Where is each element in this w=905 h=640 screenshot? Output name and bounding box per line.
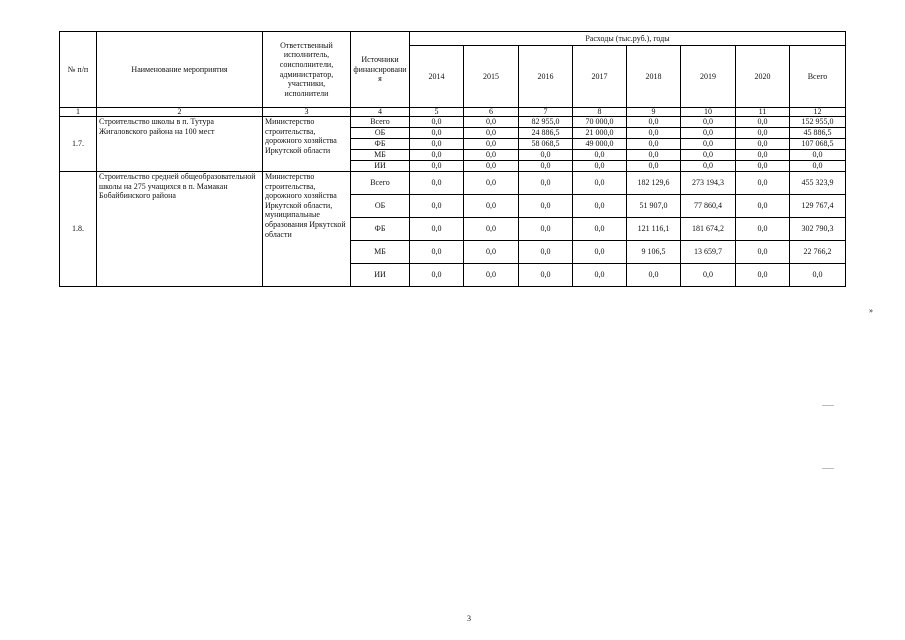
year-value-cell: 0,0: [464, 117, 519, 128]
column-number: 4: [351, 108, 410, 117]
year-value-cell: 0,0: [627, 264, 681, 287]
year-value-cell: 0,0: [410, 117, 464, 128]
year-value-cell: 0,0: [519, 172, 573, 195]
header-responsible: Ответственный исполнитель, соисполнители, администратор, участники, исполнители: [263, 32, 351, 108]
year-value-cell: 0,0: [736, 161, 790, 172]
year-value-cell: 0,0: [410, 139, 464, 150]
year-value-cell: 0,0: [464, 218, 519, 241]
year-value-cell: 0,0: [736, 128, 790, 139]
funding-source: МБ: [351, 241, 410, 264]
total-value-cell: 0,0: [790, 161, 846, 172]
year-value-cell: 0,0: [627, 117, 681, 128]
funding-source: Всего: [351, 172, 410, 195]
column-number: 5: [410, 108, 464, 117]
header-num: № п/п: [60, 32, 97, 108]
header-year: 2018: [627, 46, 681, 108]
year-value-cell: 0,0: [410, 161, 464, 172]
header-sources: Источники финансировани я: [351, 32, 410, 108]
year-value-cell: 273 194,3: [681, 172, 736, 195]
header-name: Наименование мероприятия: [97, 32, 263, 108]
header-year: 2014: [410, 46, 464, 108]
year-value-cell: 0,0: [681, 117, 736, 128]
year-value-cell: 0,0: [736, 218, 790, 241]
year-value-cell: 0,0: [681, 139, 736, 150]
year-value-cell: 0,0: [464, 264, 519, 287]
year-value-cell: 0,0: [464, 172, 519, 195]
year-value-cell: 0,0: [736, 117, 790, 128]
year-value-cell: 0,0: [736, 172, 790, 195]
year-value-cell: 0,0: [736, 241, 790, 264]
column-number-row: [60, 108, 846, 117]
year-value-cell: 0,0: [410, 128, 464, 139]
column-number: 7: [519, 108, 573, 117]
activity-name: Строительство школы в п. Тутура Жигаловского района на 100 мест: [97, 117, 263, 172]
page-number: 3: [467, 614, 471, 623]
year-value-cell: 0,0: [573, 241, 627, 264]
year-value-cell: 0,0: [736, 195, 790, 218]
year-value-cell: 0,0: [464, 150, 519, 161]
year-value-cell: 0,0: [464, 195, 519, 218]
year-value-cell: 0,0: [410, 241, 464, 264]
table-body: [60, 117, 846, 287]
year-value-cell: 0,0: [573, 195, 627, 218]
year-value-cell: 24 886,5: [519, 128, 573, 139]
year-value-cell: 0,0: [519, 241, 573, 264]
year-value-cell: 0,0: [681, 264, 736, 287]
year-value-cell: 0,0: [681, 161, 736, 172]
year-value-cell: 0,0: [410, 150, 464, 161]
total-value-cell: 152 955,0: [790, 117, 846, 128]
column-number: 12: [790, 108, 846, 117]
closing-quote: »: [869, 306, 873, 315]
column-number: 6: [464, 108, 519, 117]
table-row: [60, 172, 846, 195]
year-value-cell: 0,0: [464, 241, 519, 264]
year-value-cell: 51 907,0: [627, 195, 681, 218]
year-value-cell: 0,0: [573, 218, 627, 241]
funding-source: Всего: [351, 117, 410, 128]
scan-mark: [822, 468, 834, 469]
header-year: 2015: [464, 46, 519, 108]
total-value-cell: 302 790,3: [790, 218, 846, 241]
year-value-cell: 13 659,7: [681, 241, 736, 264]
total-value-cell: 107 068,5: [790, 139, 846, 150]
funding-source: ИИ: [351, 161, 410, 172]
year-value-cell: 0,0: [410, 172, 464, 195]
activity-name: Строительство средней общеобразовательной школы на 275 учащихся в п. Мамакан Бобайбинского района: [97, 172, 263, 287]
year-value-cell: 0,0: [464, 128, 519, 139]
budget-table-container: [59, 31, 846, 287]
header-year: 2019: [681, 46, 736, 108]
year-value-cell: 0,0: [573, 161, 627, 172]
header-total: Всего: [790, 46, 846, 108]
funding-source: ФБ: [351, 218, 410, 241]
funding-source: ФБ: [351, 139, 410, 150]
year-value-cell: 0,0: [627, 128, 681, 139]
table-row: [60, 117, 846, 128]
total-value-cell: 45 886,5: [790, 128, 846, 139]
total-value-cell: 0,0: [790, 264, 846, 287]
year-value-cell: 77 860,4: [681, 195, 736, 218]
year-value-cell: 0,0: [573, 150, 627, 161]
year-value-cell: 0,0: [410, 195, 464, 218]
year-value-cell: 182 129,6: [627, 172, 681, 195]
total-value-cell: 129 767,4: [790, 195, 846, 218]
year-value-cell: 0,0: [681, 150, 736, 161]
year-value-cell: 0,0: [627, 139, 681, 150]
year-value-cell: 0,0: [736, 264, 790, 287]
year-value-cell: 0,0: [627, 161, 681, 172]
header-year: 2020: [736, 46, 790, 108]
budget-table: [59, 31, 846, 287]
funding-source: ОБ: [351, 195, 410, 218]
year-value-cell: 82 955,0: [519, 117, 573, 128]
year-value-cell: 0,0: [464, 161, 519, 172]
funding-source: ОБ: [351, 128, 410, 139]
year-value-cell: 0,0: [519, 195, 573, 218]
year-value-cell: 0,0: [410, 218, 464, 241]
total-value-cell: 455 323,9: [790, 172, 846, 195]
total-value-cell: 22 766,2: [790, 241, 846, 264]
year-value-cell: 0,0: [573, 172, 627, 195]
year-value-cell: 0,0: [519, 150, 573, 161]
column-number: 9: [627, 108, 681, 117]
year-value-cell: 0,0: [627, 150, 681, 161]
year-value-cell: 0,0: [736, 150, 790, 161]
row-number: 1.7.: [60, 117, 97, 172]
year-value-cell: 181 674,2: [681, 218, 736, 241]
header-year: 2016: [519, 46, 573, 108]
column-number: 2: [97, 108, 263, 117]
year-value-cell: 0,0: [736, 139, 790, 150]
responsible-executor: Министерство строительства, дорожного хозяйства Иркутской области: [263, 117, 351, 172]
year-value-cell: 121 116,1: [627, 218, 681, 241]
year-value-cell: 9 106,5: [627, 241, 681, 264]
funding-source: ИИ: [351, 264, 410, 287]
year-value-cell: 49 000,0: [573, 139, 627, 150]
column-number: 3: [263, 108, 351, 117]
year-value-cell: 0,0: [410, 264, 464, 287]
header-year: 2017: [573, 46, 627, 108]
column-number: 10: [681, 108, 736, 117]
year-value-cell: 58 068,5: [519, 139, 573, 150]
year-value-cell: 0,0: [681, 128, 736, 139]
year-value-cell: 0,0: [519, 161, 573, 172]
header-expenses: Расходы (тыс.руб.), годы: [410, 32, 846, 46]
funding-source: МБ: [351, 150, 410, 161]
year-value-cell: 21 000,0: [573, 128, 627, 139]
responsible-executor: Министерство строительства, дорожного хозяйства Иркутской области, муниципальные образования Иркутской области: [263, 172, 351, 287]
scan-mark: [822, 405, 834, 406]
year-value-cell: 0,0: [464, 139, 519, 150]
year-value-cell: 70 000,0: [573, 117, 627, 128]
total-value-cell: 0,0: [790, 150, 846, 161]
column-number: 8: [573, 108, 627, 117]
column-number: 11: [736, 108, 790, 117]
row-number: 1.8.: [60, 172, 97, 287]
column-number: 1: [60, 108, 97, 117]
year-value-cell: 0,0: [519, 264, 573, 287]
year-value-cell: 0,0: [519, 218, 573, 241]
year-value-cell: 0,0: [573, 264, 627, 287]
